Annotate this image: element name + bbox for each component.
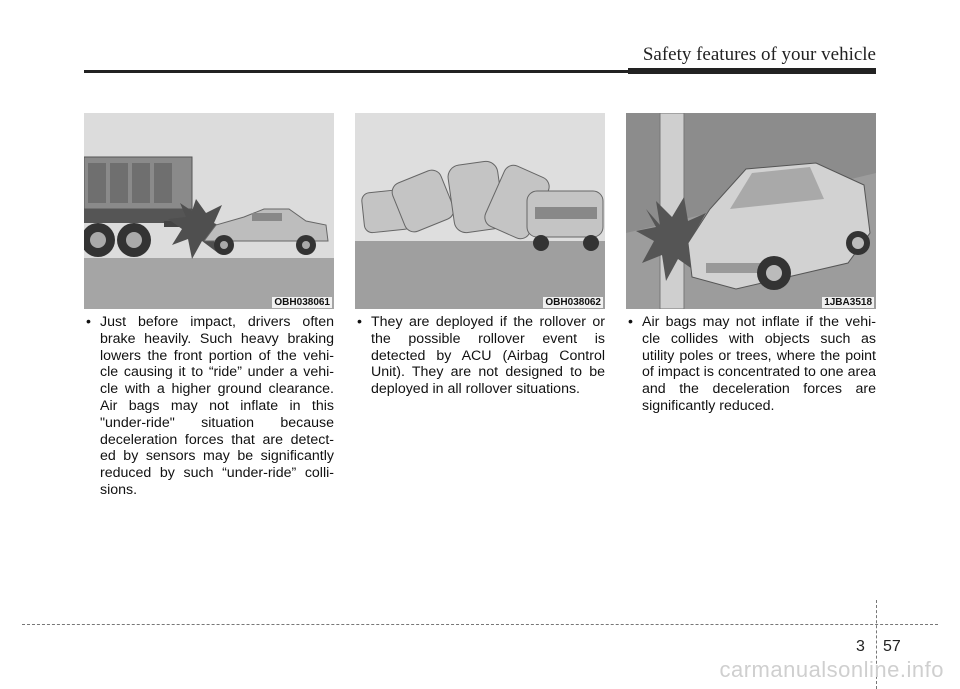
bullet-item: [626, 314, 876, 415]
bullet-text: They are deployed if the rollover or the possible rollover event is detected by ACU (Airbag Control Unit). They are not designed to be deployed in all rollover situations.: [371, 314, 605, 398]
footer-rule: [22, 624, 938, 625]
column-text-under-ride: [84, 314, 334, 499]
chapter-number: 3: [856, 638, 865, 655]
bullet-marker: •: [628, 314, 633, 330]
under-ride-illustration: [84, 113, 334, 309]
page-number: 57: [883, 638, 901, 655]
watermark: carmanualsonline.info: [719, 657, 944, 682]
column-text-pole-impact: [626, 314, 876, 415]
figure-rollover: [355, 113, 605, 309]
figure-pole-impact: [626, 113, 876, 309]
figure-code: OBH038062: [545, 297, 601, 308]
pole-impact-illustration: [626, 113, 876, 309]
figure-code: OBH038061: [274, 297, 330, 308]
page-header-title: Safety features of your vehicle: [642, 44, 876, 65]
bullet-marker: •: [86, 314, 91, 330]
column-text-rollover: [355, 314, 605, 398]
figure-under-ride: [84, 113, 334, 309]
header-rule-accent: [628, 68, 876, 74]
bullet-item: [84, 314, 334, 499]
rollover-illustration: [355, 113, 605, 309]
figure-code: 1JBA3518: [824, 297, 872, 308]
bullet-item: [355, 314, 605, 398]
bullet-marker: •: [357, 314, 362, 330]
bullet-text: Just before impact, drivers often brake heavily. Such heavy braking lowers the front portion of the vehi-cle causing it to “ride” under a vehi-cle with a higher ground clearance. Air bags may not inflate in this "under-ride" situation because deceleration forces that are detect-ed by sensors may be significantly reduced by such “under-ride” colli-sions.: [100, 314, 334, 498]
bullet-text: Air bags may not inflate if the vehi-cle collides with objects such as utility poles or trees, where the point of impact is concentrated to one area and the deceleration forces are significantly reduced.: [642, 314, 876, 414]
